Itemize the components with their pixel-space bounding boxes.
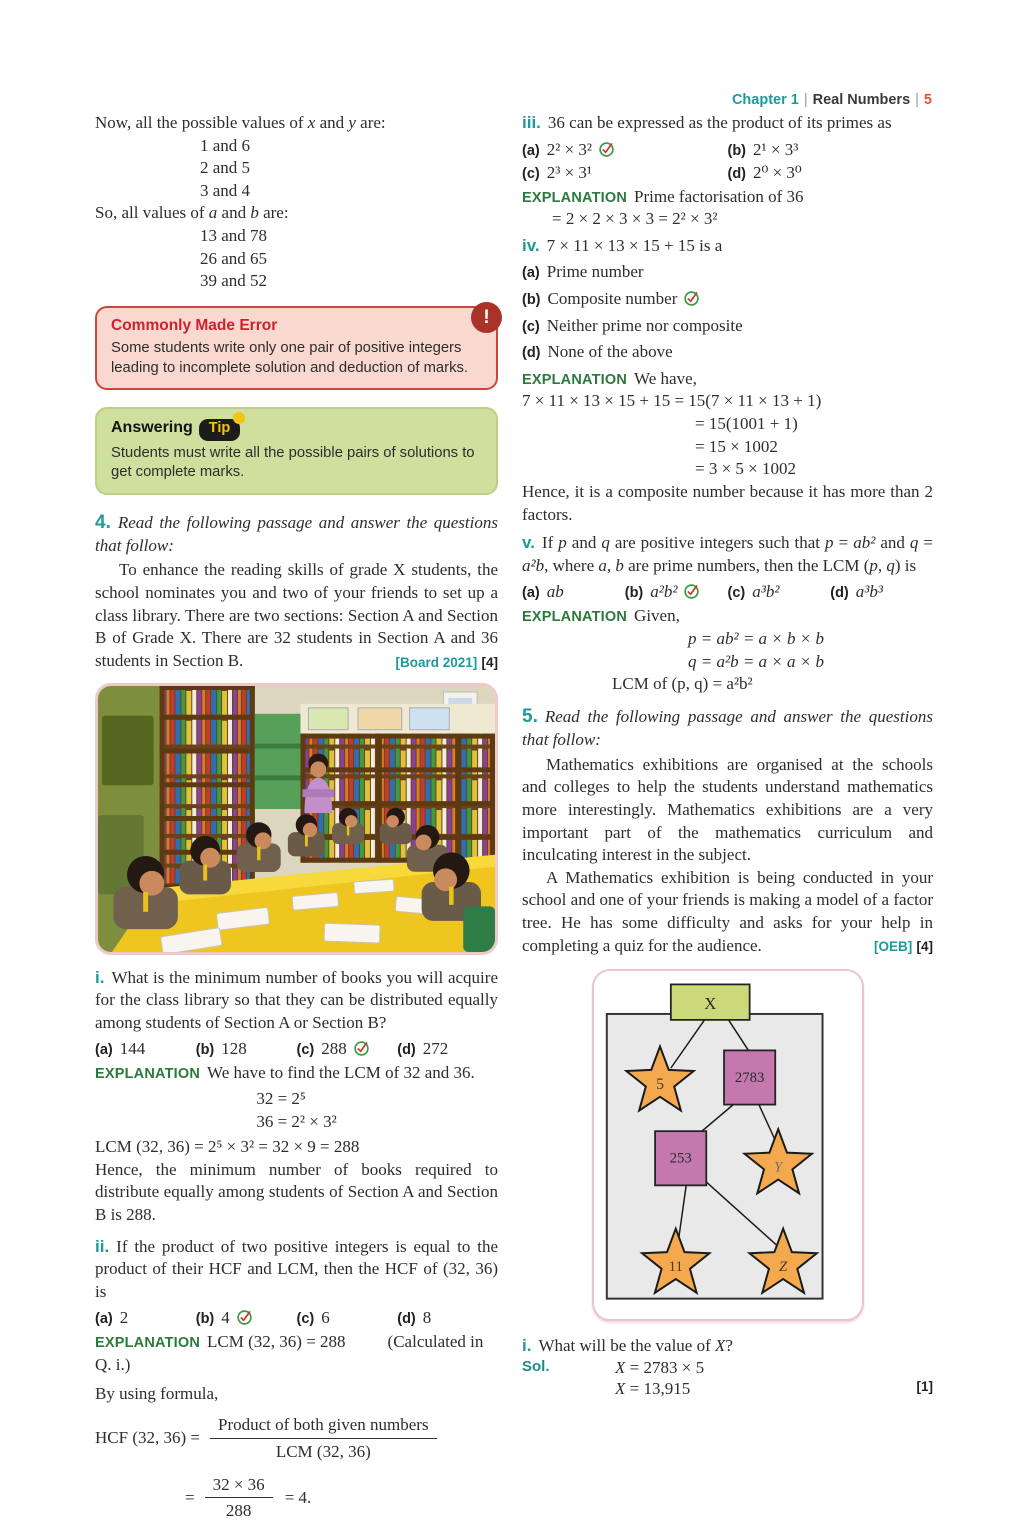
explanation-text: LCM (32, 36) = 288 xyxy=(207,1332,346,1352)
equals-sign: = xyxy=(185,1487,195,1507)
option-c-correct: (c) 288 xyxy=(297,1039,398,1059)
solution-line-1 xyxy=(522,1358,933,1378)
book-title: Real Numbers xyxy=(812,92,911,108)
formula-lhs: HCF (32, 36) = xyxy=(95,1428,200,1447)
option-b-correct: (b) Composite number xyxy=(522,288,933,311)
tip-callout-body: Students must write all the possible pairs of solutions to get complete marks. xyxy=(111,444,475,481)
option-c: (c) a³b² xyxy=(727,582,780,602)
board-source-tag: [Board 2021] xyxy=(395,654,478,670)
question-text: 7 × 11 × 13 × 15 + 15 is a xyxy=(546,235,723,255)
marks-tag: [4] xyxy=(481,654,498,670)
question-4-heading xyxy=(95,510,498,558)
error-callout xyxy=(95,306,498,391)
work-line: 36 = 2² × 3² xyxy=(256,1111,337,1131)
work-line: = 2 × 2 × 3 × 3 = 2² × 3² xyxy=(552,209,718,229)
value-item: 39 and 52 xyxy=(200,271,268,291)
values-intro-line: So, all values of a and b are: xyxy=(95,203,289,223)
result-text: = 4. xyxy=(284,1487,312,1507)
exclamation-circle-icon: ! xyxy=(471,302,502,333)
chapter-label: Chapter 1 xyxy=(731,92,799,108)
root-node-label: X xyxy=(703,994,716,1014)
explanation-line xyxy=(95,1331,498,1376)
option-a: (a) 144 xyxy=(95,1039,146,1059)
question-iii-text xyxy=(522,112,933,135)
tip-badge xyxy=(199,419,240,440)
factor-node-label: 2783 xyxy=(734,1070,764,1087)
explanation-text: We have, xyxy=(634,368,697,388)
factor-tree-diagram xyxy=(592,969,864,1321)
ab-value-list xyxy=(200,225,498,293)
star-node-label: Z xyxy=(778,1259,787,1276)
solution-text: X = 13,915 xyxy=(615,1378,691,1398)
check-circle-icon xyxy=(683,290,700,307)
work-line: = 15 × 1002 xyxy=(695,436,778,456)
question-text: If p and q are positive integers such that p = ab² and q = a²b, where a, b are prime numbers, then the LCM (p, q) is xyxy=(522,533,933,575)
work-line: q = a²b = a × a × b xyxy=(688,651,824,671)
options-row xyxy=(522,582,933,602)
explanation-label: EXPLANATION xyxy=(522,189,628,206)
question-4-passage: To enhance the reading skills of grade X students, the school nominates you and two of your friends to set up a class library. There are two sections: Section A and Section B of Grade X. There are 32 students in Section A and 36 students in Section B. xyxy=(95,560,498,670)
work-line: = 3 × 5 × 1002 xyxy=(695,459,797,479)
option-a: (a) 2 xyxy=(95,1308,129,1328)
option-d: (d) 8 xyxy=(397,1308,432,1328)
value-item: 26 and 65 xyxy=(200,248,268,268)
conclusion-text: Hence, the minimum number of books required to distribute equally among students of Section A and Section B is 288. xyxy=(95,1159,498,1224)
tip-callout-title xyxy=(111,417,482,440)
hcf-formula-row xyxy=(95,1414,498,1462)
marks-tag: [4] xyxy=(916,939,933,955)
option-a-correct: (a) 2² × 3² xyxy=(522,140,728,160)
lcm-result-line: LCM (32, 36) = 2⁵ × 3² = 32 × 9 = 288 xyxy=(95,1137,360,1157)
explanation-text: Given, xyxy=(634,606,680,626)
formula-intro: By using formula, xyxy=(95,1383,219,1403)
question-number: ii. xyxy=(95,1236,110,1256)
question-v-text xyxy=(522,532,933,577)
explanation-line xyxy=(95,1062,498,1085)
question-text: What will be the value of X? xyxy=(538,1336,733,1356)
option-d: (d) 2⁰ × 3⁰ xyxy=(727,162,802,182)
check-circle-icon xyxy=(353,1040,370,1057)
question-number: 4. xyxy=(95,511,111,533)
question-number: 5. xyxy=(522,705,538,727)
value-item: 1 and 6 xyxy=(200,135,251,155)
work-line: 7 × 11 × 13 × 15 + 15 = 15(7 × 11 × 13 + 1) xyxy=(522,391,822,411)
right-column xyxy=(522,112,933,1400)
explanation-label: EXPLANATION xyxy=(95,1066,201,1083)
tip-title-text: Answering xyxy=(111,419,193,437)
left-column xyxy=(95,112,498,1521)
factor-tree-svg xyxy=(594,971,858,1315)
question-prompt: Read the following passage and answer the questions that follow: xyxy=(95,512,498,555)
explanation-note: (Calculated in Q. i.) xyxy=(95,1332,484,1375)
option-a: (a) Prime number xyxy=(522,262,644,282)
value-item: 3 and 4 xyxy=(200,180,251,200)
xy-value-list xyxy=(200,135,498,203)
option-b: (b) 2¹ × 3³ xyxy=(727,139,799,159)
value-item: 2 and 5 xyxy=(200,158,251,178)
marks-tag: [1] xyxy=(916,1378,933,1394)
star-node-label: Y xyxy=(773,1159,782,1176)
question-5-heading xyxy=(522,704,933,752)
option-b: (b) 128 xyxy=(195,1039,247,1059)
question-number: i. xyxy=(522,1336,532,1356)
library-photo-illustration xyxy=(98,686,495,952)
tip-callout xyxy=(95,407,498,494)
page-number: 5 xyxy=(923,92,932,108)
values-intro-line: Now, all the possible values of x and y are: xyxy=(95,113,386,132)
tip-badge-text: Tip xyxy=(208,420,231,437)
header-divider: | xyxy=(803,92,808,108)
option-d: (d) a³b³ xyxy=(830,582,883,602)
option-d: (d) None of the above xyxy=(522,342,673,362)
error-callout-title: Commonly Made Error xyxy=(111,316,278,334)
work-line: 32 = 2⁵ xyxy=(256,1088,306,1108)
check-circle-icon xyxy=(683,583,700,600)
solution-text: X = 2783 × 5 xyxy=(615,1357,705,1377)
source-tags xyxy=(868,936,933,956)
option-a: (a) ab xyxy=(522,582,564,602)
question-text: If the product of two positive integers is equal to the product of their HCF and LCM, then the HCF of (32, 36) is xyxy=(95,1236,498,1301)
value-item: 13 and 78 xyxy=(200,226,268,246)
fraction: $\frac{32 \times 36}{288}$ xyxy=(205,1474,273,1521)
source-tags xyxy=(389,652,498,672)
check-circle-icon xyxy=(236,1309,253,1326)
factor-node-label: 253 xyxy=(669,1150,692,1167)
header-divider: | xyxy=(915,92,919,108)
error-callout-body: Some students write only one pair of positive integers leading to incomplete solution and deduction of marks. xyxy=(111,340,468,376)
solution-label: Sol. xyxy=(522,1357,550,1375)
question-number: iv. xyxy=(522,235,540,255)
explanation-line xyxy=(522,368,933,391)
check-circle-icon xyxy=(598,141,615,158)
oeb-source-tag: [OEB] xyxy=(874,939,913,955)
question-number: v. xyxy=(522,533,535,553)
option-c: (c) 2³ × 3¹ xyxy=(522,162,593,182)
question-iv-text xyxy=(522,235,933,258)
star-node-label: 5 xyxy=(655,1075,664,1093)
lightbulb-icon xyxy=(233,412,245,424)
option-c: (c) Neither prime nor composite xyxy=(522,315,743,335)
lcm-result-line: LCM of (p, q) = a²b² xyxy=(612,674,753,694)
options-grid xyxy=(522,140,933,183)
question-5-para1: Mathematics exhibitions are organised at the schools and colleges to help the students understand mathematics more interestingly. Mathematics exhibitions are a very important part of the mathematics curriculum and inculcating interest in the subject. xyxy=(522,754,933,865)
worked-steps xyxy=(95,1088,498,1133)
option-b-correct: (b) a²b² xyxy=(625,582,728,602)
option-c: (c) 6 xyxy=(296,1308,330,1328)
explanation-label: EXPLANATION xyxy=(95,1335,201,1352)
question-4-passage-wrap xyxy=(95,559,498,672)
question-text: 36 can be expressed as the product of its primes as xyxy=(547,113,892,132)
work-line: = 15(1001 + 1) xyxy=(695,414,798,434)
explanation-text: We have to find the LCM of 32 and 36. xyxy=(207,1063,475,1083)
question-i2-text xyxy=(522,1335,933,1358)
question-number: i. xyxy=(95,967,105,987)
library-photo xyxy=(95,683,498,955)
question-i-text xyxy=(95,967,498,1035)
question-prompt: Read the following passage and answer the questions that follow: xyxy=(522,706,933,750)
hcf-result-row xyxy=(185,1474,498,1521)
option-b-correct: (b) 4 xyxy=(196,1308,297,1328)
star-node-label: 11 xyxy=(668,1259,683,1276)
question-5-para2: A Mathematics exhibition is being conducted in your school and one of your friends is making a model of a factor tree. He has some difficulty and asks for your help in completing a quiz for the audience. xyxy=(522,867,933,955)
work-line: p = ab² = a × b × b xyxy=(688,628,824,648)
explanation-line xyxy=(522,186,933,209)
solution-line-2 xyxy=(615,1378,933,1401)
options-row xyxy=(95,1039,498,1059)
options-row xyxy=(95,1308,498,1328)
explanation-label: EXPLANATION xyxy=(522,371,628,388)
explanation-line xyxy=(522,605,933,628)
explanation-text: Prime factorisation of 36 xyxy=(634,186,804,206)
question-5-para2-wrap xyxy=(522,867,933,957)
question-number: iii. xyxy=(522,113,541,132)
fraction: $\frac{\text{Product of both given numbers}}{\text{LCM (32, 36)}}$ xyxy=(210,1414,437,1462)
question-ii-text xyxy=(95,1236,498,1304)
conclusion-text: Hence, it is a composite number because it has more than 2 factors. xyxy=(522,481,933,524)
page-header xyxy=(520,92,932,108)
option-d: (d) 272 xyxy=(397,1039,449,1059)
question-text: What is the minimum number of books you will acquire for the class library so that they can be distributed equally among students of Section A or Section B? xyxy=(95,967,498,1032)
explanation-label: EXPLANATION xyxy=(522,609,628,626)
